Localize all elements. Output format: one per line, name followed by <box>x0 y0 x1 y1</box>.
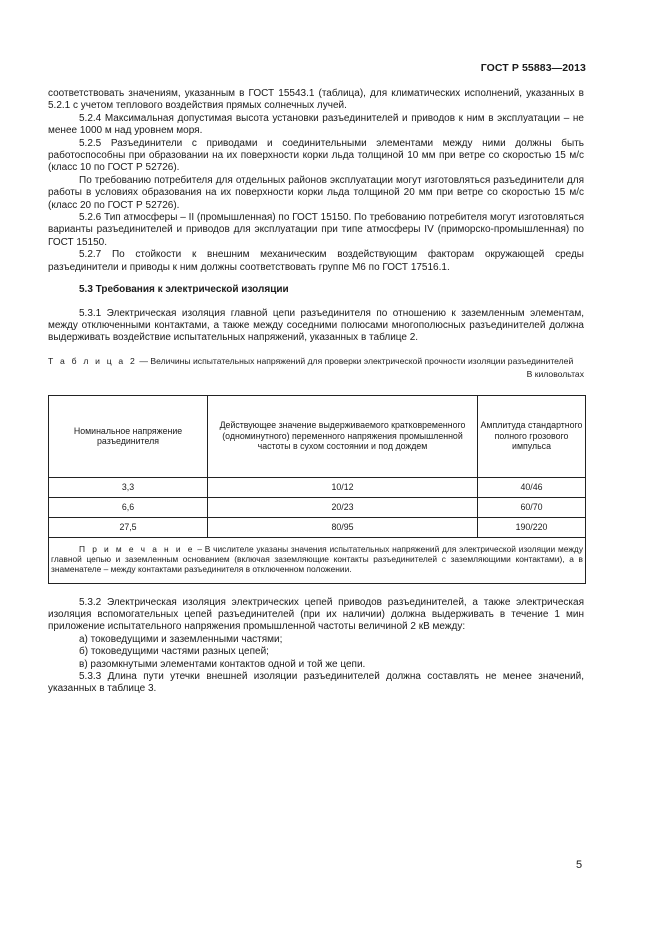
table-header-cell: Действующее значение выдерживаемого кратковременного (одноминутного) переменного напряжения промышленной частоты в сухом состоянии и под дождем <box>208 395 478 477</box>
table-note-row <box>49 537 586 583</box>
paragraph-5-2-6: 5.2.6 Тип атмосферы – II (промышленная) по ГОСТ 15150. По требованию потребителя могут изготовляться варианты разъединителей и приводов для эксплуатации при типе атмосферы IV (приморско-промышленная) по ГОСТ 15150. <box>48 212 584 248</box>
table-caption-text: — Величины испытательных напряжений для проверки электрической прочности изоляции разъединителей <box>136 355 574 366</box>
table-row <box>49 497 586 517</box>
table-note-text: – В числителе указаны значения испытательных напряжений для электрической изоляции между главной цепью и заземленным основанием (включая заземляющие контакты разъединителей с заземляющими контактами), а в знаменателе – между контактами разъединителя в отключенном положении. <box>51 543 584 575</box>
paragraph-5-2-5: 5.2.5 Разъединители с приводами и соединительными элементами между ними должны быть работоспособны при образовании на их поверхности корки льда толщиной 10 мм при ветре со скоростью 15 м/с (класс 10 по ГОСТ Р 52726). <box>48 137 584 174</box>
table-note-label: П р и м е ч а н и е <box>79 543 195 554</box>
table-caption <box>48 356 584 367</box>
page-number: 5 <box>576 859 583 871</box>
table-note <box>49 537 586 583</box>
paragraph-5-2-5-ice: По требованию потребителя для отдельных районов эксплуатации могут изготовляться разъединители для работы в условиях образования на их поверхности корки льда толщиной 20 мм при ветре со скоростью 15 м/с (класс 20 по ГОСТ Р 52726). <box>48 174 584 211</box>
table-cell: 190/220 <box>478 517 586 537</box>
table-cell: 40/46 <box>478 477 586 497</box>
table-cell: 3,3 <box>49 477 208 497</box>
paragraph-5-3-2: 5.3.2 Электрическая изоляция электрических цепей приводов разъединителей, а также электрическая изоляция вспомогательных цепей разъединителей (при их наличии) должна выдерживать в течение 1 мин приложение испытательного напряжения промышленной частоты величиной 2 кВ между: <box>48 596 584 633</box>
table-header-cell: Амплитуда стандартного полного грозового импульса <box>478 395 586 477</box>
document-code-header: ГОСТ Р 55883—2013 <box>480 62 586 74</box>
table-cell: 6,6 <box>49 497 208 517</box>
table-cell: 27,5 <box>49 517 208 537</box>
table-caption-label: Т а б л и ц а 2 <box>48 355 137 366</box>
paragraph-5-2-7: 5.2.7 По стойкости к внешним механическим воздействующим факторам окружающей среды разъединители и приводы к ним должны соответствовать группе М6 по ГОСТ 17516.1. <box>48 249 584 273</box>
paragraph-5-2-4: 5.2.4 Максимальная допустимая высота установки разъединителей и приводов к ним в эксплуатации – не менее 1000 м над уровнем моря. <box>48 112 584 137</box>
list-item: б) токоведущими частями разных цепей; <box>79 646 269 658</box>
section-heading-5-3: 5.3 Требования к электрической изоляции <box>79 284 289 296</box>
table-row <box>49 517 586 537</box>
paragraph-continuation: соответствовать значениям, указанным в ГОСТ 15543.1 (таблица), для климатических исполнений, указанных в 5.2.1 с учетом теплового воздействия прямых солнечных лучей. <box>48 88 584 112</box>
table-cell: 80/95 <box>208 517 478 537</box>
table-cell: 60/70 <box>478 497 586 517</box>
paragraph-5-3-3: 5.3.3 Длина пути утечки внешней изоляции разъединителей должна составлять не менее значений, указанных в таблице 3. <box>48 671 584 695</box>
list-item: а) токоведущими и заземленными частями; <box>79 633 283 645</box>
table-header-row <box>49 395 586 477</box>
document-body <box>48 88 584 696</box>
table-row <box>49 477 586 497</box>
list-item: в) разомкнутыми элементами контактов одной и той же цепи. <box>79 658 366 670</box>
table-header-cell: Номинальное напряжение разъединителя <box>49 395 208 477</box>
table-cell: 20/23 <box>208 497 478 517</box>
test-voltage-table <box>48 395 586 584</box>
table-unit: В киловольтах <box>526 369 584 380</box>
table-cell: 10/12 <box>208 477 478 497</box>
paragraph-5-3-1: 5.3.1 Электрическая изоляция главной цепи разъединителя по отношению к заземленным элементам, между отключенными контактами, а также между соседними полюсами многополюсных разъединителей должна выдерживать воздействие испытательных напряжений, указанных в таблице 2. <box>48 307 584 344</box>
